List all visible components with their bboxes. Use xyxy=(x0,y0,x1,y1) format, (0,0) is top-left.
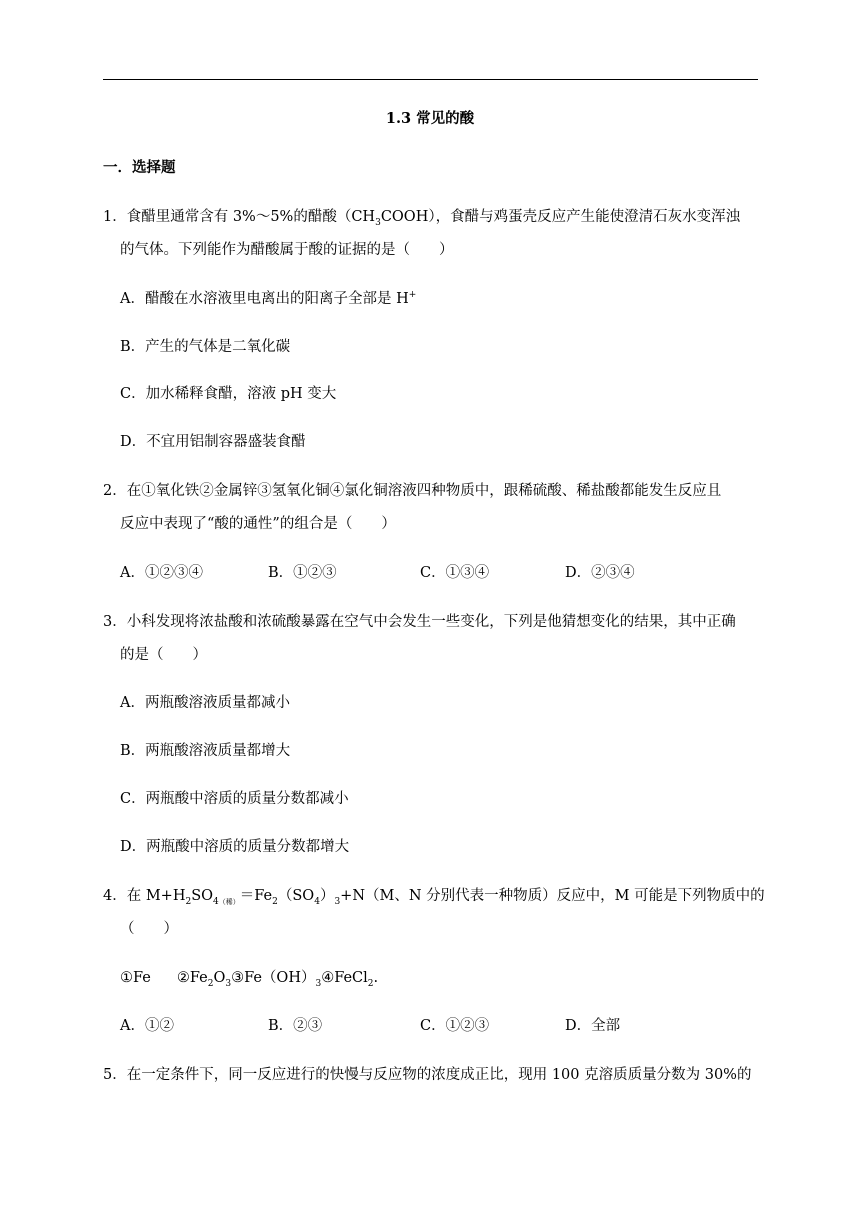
q3-stem-line1: 3．小科发现将浓盐酸和浓硫酸暴露在空气中会发生一些变化，下列是他猜想变化的结果，其中正确 xyxy=(103,614,736,630)
q2-option-b[interactable]: B．①②③ xyxy=(268,565,337,581)
q2-stem-line1: 2．在①氧化铁②金属锌③氢氧化铜④氯化铜溶液四种物质中，跟稀硫酸、稀盐酸都能发生反应且 xyxy=(103,483,722,499)
q2-stem-line2: 反应中表现了“酸的通性”的组合是（ ） xyxy=(120,516,396,532)
q4-stem-line2: （ ） xyxy=(120,921,178,937)
q3-option-b[interactable]: B．两瓶酸溶液质量都增大 xyxy=(120,743,291,759)
q5-stem-line1: 5．在一定条件下，同一反应进行的快慢与反应物的浓度成正比，现用 100 克溶质质量分数为 30%的 xyxy=(103,1067,752,1083)
q4-option-d[interactable]: D．全部 xyxy=(565,1018,621,1034)
q1-option-d[interactable]: D．不宜用铝制容器盛装食醋 xyxy=(120,434,306,450)
q1-option-b[interactable]: B．产生的气体是二氧化碳 xyxy=(120,339,291,355)
q2-option-a[interactable]: A．①②③④ xyxy=(120,565,203,581)
q3-option-c[interactable]: C．两瓶酸中溶质的质量分数都减小 xyxy=(120,791,349,807)
q3-option-d[interactable]: D．两瓶酸中溶质的质量分数都增大 xyxy=(120,839,350,855)
section-heading: 一．选择题 xyxy=(103,159,176,176)
q1-stem-line2: 的气体。下列能作为醋酸属于酸的证据的是（ ） xyxy=(120,242,454,258)
q1-option-a[interactable]: A．醋酸在水溶液里电离出的阳离子全部是 H+ xyxy=(120,290,417,307)
q2-option-d[interactable]: D．②③④ xyxy=(565,565,635,581)
q2-option-c[interactable]: C．①③④ xyxy=(420,565,490,581)
q1-stem-line1: 1．食醋里通常含有 3%～5%的醋酸$(CH_3COOH)$，食醋与鸡蛋壳反应产生能使澄清石灰水变浑浊 xyxy=(103,209,741,228)
q1-option-c[interactable]: C．加水稀释食醋，溶液 pH 变大 xyxy=(120,386,337,402)
q3-stem-line2: 的是（ ） xyxy=(120,647,207,663)
header-rule xyxy=(103,79,758,80)
q4-option-b[interactable]: B．②③ xyxy=(268,1018,323,1034)
page-title: 1.3 常见的酸 xyxy=(385,110,475,127)
q4-option-c[interactable]: C．①②③ xyxy=(420,1018,490,1034)
q4-choices: ①Fe $②Fe_2O_3③Fe(OH)_3④FeCl_2$. xyxy=(120,970,379,989)
q3-option-a[interactable]: A．两瓶酸溶液质量都减小 xyxy=(120,695,290,711)
q4-option-a[interactable]: A．①② xyxy=(120,1018,174,1034)
q4-stem-line1: 4．在 $M+H_2SO_{4(稀)}=Fe_2(SO_4)_3+N(M$、N 分别代表一种物质）反应中，M 可能是下列物质中的 xyxy=(103,888,765,907)
